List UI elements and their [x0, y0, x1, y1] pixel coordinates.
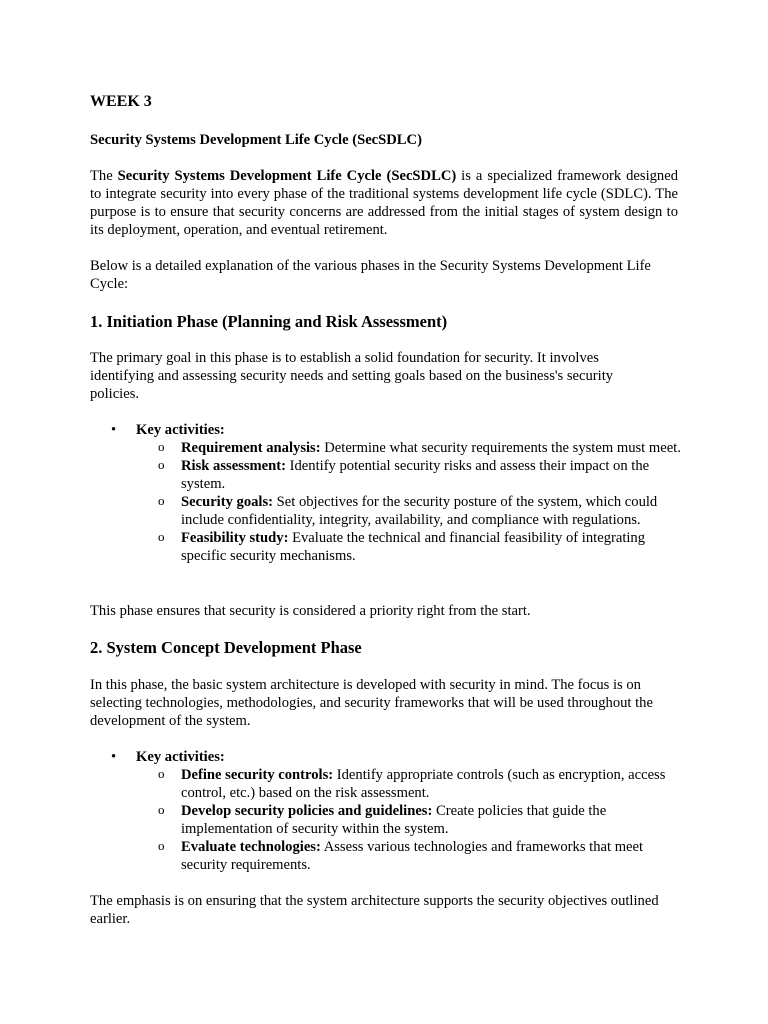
list-item: o Security goals: Set objectives for the security posture of the system, which could include confidentiality, integrity, availability, and compliance with regulations.	[158, 493, 658, 528]
intro-paragraph-2: Below is a detailed explanation of the various phases in the Security Systems Development Life Cycle:	[90, 258, 651, 292]
section-2-intro: In this phase, the basic system architecture is developed with security in mind. The focus is on selecting technologies, methodologies, and security frameworks that will be used throughout the development of the system.	[90, 677, 653, 729]
sub-list	[136, 766, 678, 874]
list-item: o Develop security policies and guidelines: Create policies that guide the implementation of security within the system.	[158, 802, 607, 837]
section-2-outro: The emphasis is on ensuring that the system architecture supports the security objectives outlined earlier.	[90, 893, 659, 927]
list-item: o Feasibility study: Evaluate the technical and financial feasibility of integrating specific security mechanisms.	[158, 529, 646, 564]
bullet-glyph: •	[111, 749, 117, 765]
document-title: Security Systems Development Life Cycle (SecSDLC)	[90, 132, 422, 148]
section-2-heading: 2. System Concept Development Phase	[90, 638, 362, 657]
bullet-glyph: •	[111, 422, 117, 438]
section-1-intro: The primary goal in this phase is to establish a solid foundation for security. It involves identifying and assessing security needs and setting goals based on the business's security policies.	[90, 350, 614, 402]
list-item: o Requirement analysis: Determine what security requirements the system must meet.	[158, 439, 681, 456]
list-item: • Key activities: o Define security controls: Identify appropriate controls (such as encryption, access control, etc.) based on the risk assessment. o Develop security policies and guidelines: Create policies that guide the implementation of security within the system. o Evaluate technologies: Assess various technologies and frameworks that meet security requirements.	[90, 748, 678, 874]
section-1-key-activities	[90, 421, 681, 565]
section-1-heading: 1. Initiation Phase (Planning and Risk Assessment)	[90, 312, 448, 331]
section-1-outro: This phase ensures that security is considered a priority right from the start.	[90, 603, 531, 619]
section-2-key-activities	[90, 748, 678, 874]
sub-list	[136, 439, 681, 565]
week-heading: WEEK 3	[90, 93, 152, 110]
list-item: o Risk assessment: Identify potential security risks and assess their impact on the system.	[158, 457, 650, 492]
list-item: o Define security controls: Identify appropriate controls (such as encryption, access control, etc.) based on the risk assessment.	[158, 766, 666, 801]
list-item: • Key activities: o Requirement analysis: Determine what security requirements the system must meet. o Risk assessment: Identify potential security risks and assess their impact on the system. o Security goals: Set objectives for the security posture of the system, which could include confidentiality, integrity, availability, and compliance with regulations. o Feasibility study: Evaluate the technical and financial feasibility of integrating specific security mechanisms.	[90, 421, 678, 565]
list-item: o Evaluate technologies: Assess various technologies and frameworks that meet security requirements.	[158, 838, 644, 873]
intro-paragraph: The Security Systems Development Life Cycle (SecSDLC) is a specialized framework designed to integrate security into every phase of the traditional systems development life cycle (SDLC). The purpose is to ensure that security concerns are addressed from the initial stages of system design to its deployment, operation, and eventual retirement.	[90, 168, 678, 238]
